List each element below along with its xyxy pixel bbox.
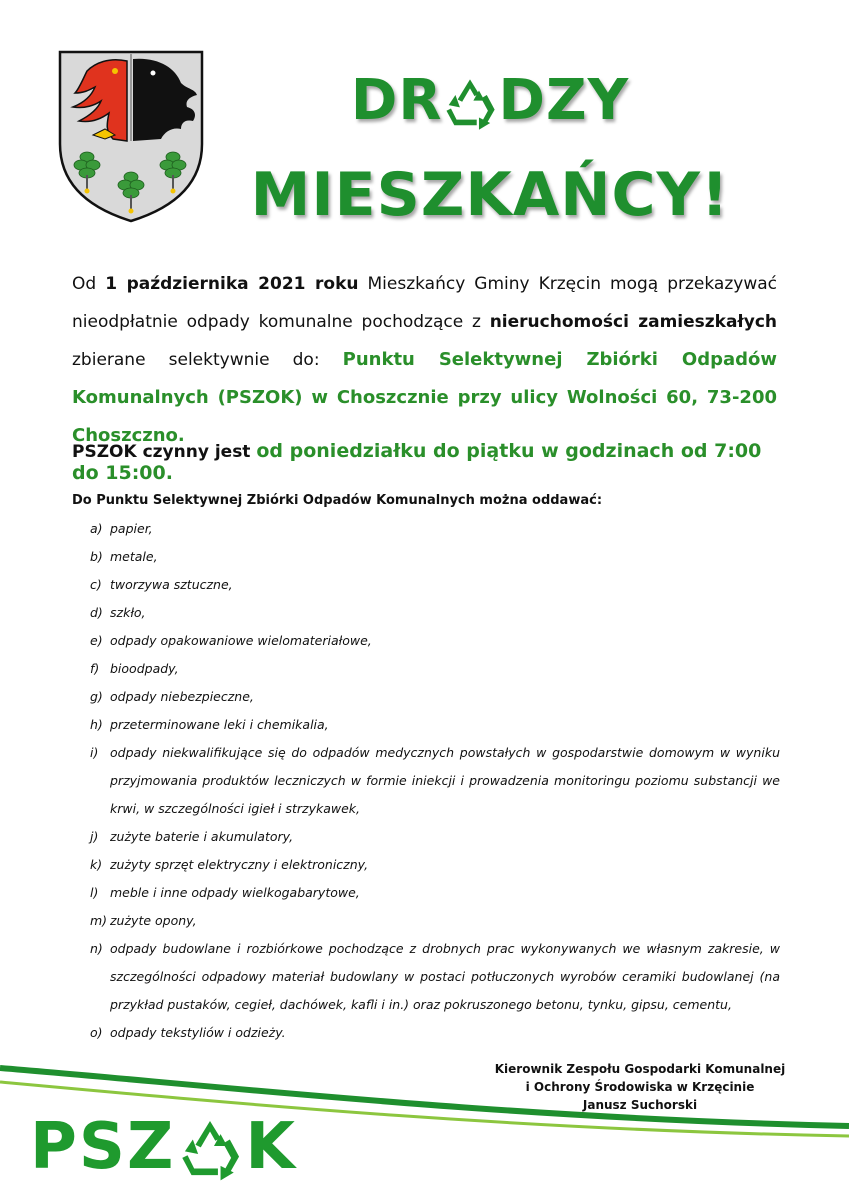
item-text: meble i inne odpady wielkogabarytowe, — [110, 885, 360, 900]
item-letter: l) — [90, 885, 99, 900]
list-item — [90, 851, 780, 879]
item-letter: n) — [90, 941, 103, 956]
item-text: bioodpady, — [110, 661, 179, 676]
item-letter: i) — [90, 745, 99, 760]
waste-items-list — [90, 515, 780, 1047]
list-item — [90, 515, 780, 543]
page-title-line1 — [250, 68, 730, 133]
list-item — [90, 683, 780, 711]
title-part1: DR — [350, 68, 443, 133]
item-text: odpady tekstyliów i odzieży. — [110, 1025, 286, 1040]
intro-paragraph — [72, 265, 777, 455]
item-text: tworzywa sztuczne, — [110, 577, 233, 592]
logo-part2: K — [245, 1110, 297, 1184]
list-heading: Do Punktu Selektywnej Zbiórki Odpadów Komunalnych można oddawać: — [72, 493, 603, 508]
pszok-address: Punktu Selektywnej Zbiórki Odpadów Komunalnych (PSZOK) w Choszcznie przy ulicy Wolności 60, 73-200 Choszczno. — [72, 349, 777, 446]
item-letter: c) — [90, 577, 102, 592]
item-text: zużyty sprzęt elektryczny i elektroniczny, — [110, 857, 369, 872]
item-text: szkło, — [110, 605, 146, 620]
page-title-line2: MIESZKAŃCY! — [250, 160, 730, 230]
item-letter: k) — [90, 857, 103, 872]
intro-date: 1 października 2021 roku — [105, 274, 359, 294]
hours-prefix: PSZOK czynny jest — [72, 442, 257, 462]
intro-text-1: Od — [72, 274, 106, 294]
list-item — [90, 1019, 780, 1047]
signature-block — [490, 1060, 790, 1114]
list-item — [90, 935, 780, 1019]
opening-hours — [72, 440, 792, 484]
item-text: odpady niebezpieczne, — [110, 689, 254, 704]
coat-of-arms-icon — [57, 49, 205, 224]
item-letter: d) — [90, 605, 103, 620]
item-letter: a) — [90, 521, 103, 536]
item-letter: f) — [90, 661, 100, 676]
list-item — [90, 823, 780, 851]
list-item — [90, 655, 780, 683]
item-letter: o) — [90, 1025, 103, 1040]
item-text: odpady opakowaniowe wielomateriałowe, — [110, 633, 372, 648]
list-item — [90, 879, 780, 907]
recycle-icon — [442, 76, 498, 132]
item-text: odpady niekwalifikujące się do odpadów medycznych powstałych w gospodarstwie domowym w wyniku przyjmowania produktów leczniczych w formie iniekcji i prowadzenia monitoringu poziomu substancji we krwi, w szczególności igieł i strzykawek, — [110, 745, 780, 816]
item-letter: h) — [90, 717, 103, 732]
intro-text-5: zbierane selektywnie do: — [72, 350, 343, 370]
logo-part1: PSZ — [30, 1110, 176, 1184]
intro-text-3: Mieszkańcy Gminy Krzęcin mogą przekazywać nieodpłatnie odpady komunalne pochodzące z — [72, 274, 777, 332]
item-letter: j) — [90, 829, 99, 844]
item-text: zużyte baterie i akumulatory, — [110, 829, 294, 844]
item-text: odpady budowlane i rozbiórkowe pochodzące z drobnych prac wykonywanych we własnym zakresie, w szczególności odpadowy materiał budowlany w postaci potłuczonych wyrobów ceramiki budowlanej (na przykład pustaków, cegieł, dachówek, kafli i in.) oraz pokruszonego betonu, tynku, gipsu, cementu, — [110, 941, 780, 1012]
title-part2: DZY — [498, 68, 630, 133]
hours-text: od poniedziałku do piątku w godzinach od 7:00 do 15:00. — [72, 440, 762, 484]
item-text: zużyte opony, — [110, 913, 197, 928]
item-letter: b) — [90, 549, 103, 564]
item-text: przeterminowane leki i chemikalia, — [110, 717, 329, 732]
item-letter: e) — [90, 633, 103, 648]
list-item — [90, 907, 780, 935]
item-letter: g) — [90, 689, 103, 704]
item-letter: m) — [90, 913, 108, 928]
list-item — [90, 627, 780, 655]
list-item — [90, 543, 780, 571]
intro-residential: nieruchomości zamieszkałych — [489, 312, 778, 332]
pszok-logo — [30, 1110, 297, 1184]
signature-name: Janusz Suchorski — [582, 1098, 698, 1112]
item-text: metale, — [110, 549, 158, 564]
list-item — [90, 599, 780, 627]
list-item — [90, 711, 780, 739]
list-item — [90, 739, 780, 823]
list-item — [90, 571, 780, 599]
recycle-icon — [177, 1117, 243, 1183]
signature-line2: i Ochrony Środowiska w Krzęcinie — [525, 1080, 755, 1094]
signature-line1: Kierownik Zespołu Gospodarki Komunalnej — [494, 1062, 786, 1076]
item-text: papier, — [110, 521, 153, 536]
